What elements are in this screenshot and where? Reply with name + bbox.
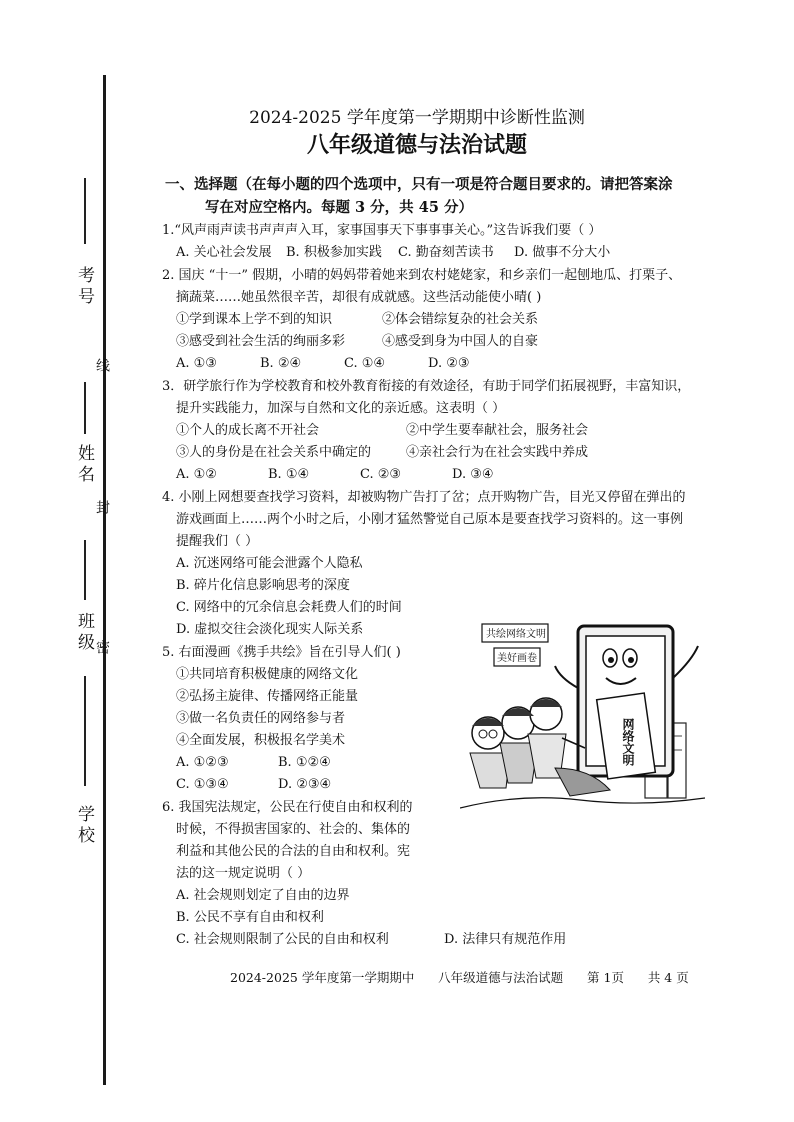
q4-option-b[interactable]: B. 碎片化信息影响思考的深度 (176, 578, 350, 593)
q5-option-c[interactable]: C. ①③④ (176, 777, 229, 792)
q6-stem-3: 利益和其他公民的合法的自由和权利。宪 (176, 844, 411, 859)
cartoon-label-2: 美好画卷 (497, 653, 537, 664)
q4-option-a[interactable]: A. 沉迷网络可能会泄露个人隐私 (176, 556, 363, 571)
question-area (162, 173, 737, 951)
q1-option-b[interactable]: B. 积极参加实践 (286, 245, 382, 260)
q3-option-a[interactable]: A. ①② (176, 467, 217, 482)
section-line-2: 写在对应空格内。每题 3 分，共 45 分） (205, 199, 473, 216)
q3-item-2: ②中学生要奉献社会，服务社会 (406, 423, 589, 438)
q6-stem-4: 法的这一规定说明（ ） (176, 866, 311, 881)
q5-option-a[interactable]: A. ①②③ (176, 755, 229, 770)
footer-exam: 2024-2025 学年度第一学期期中 (230, 970, 415, 985)
binding-line (103, 75, 106, 1085)
q3-option-b[interactable]: B. ①④ (268, 467, 310, 482)
q3-options (162, 464, 737, 486)
q2-stem-cont: 摘蔬菜……她虽然很辛苦，却很有成就感。这些活动能使小晴( ) (176, 290, 542, 305)
q2-item-2: ②体会错综复杂的社会关系 (382, 312, 539, 327)
question-2 (162, 265, 737, 375)
q3-option-d[interactable]: D. ③④ (452, 467, 494, 482)
q1-option-a[interactable]: A. 关心社会发展 (176, 245, 272, 260)
q4-option-d[interactable]: D. 虚拟交往会淡化现实人际关系 (176, 622, 364, 637)
q2-options (162, 353, 737, 375)
q5-item-1: ①共同培育积极健康的网络文化 (176, 667, 359, 682)
section-heading (162, 173, 737, 219)
q2-option-b[interactable]: B. ②④ (260, 356, 302, 371)
question-1 (162, 220, 737, 264)
q3-item-3: ③人的身份是在社会关系中确定的 (176, 445, 372, 460)
exam-subtitle: 八年级道德与法治试题 (306, 132, 527, 158)
question-3 (162, 376, 737, 486)
q2-item-3: ③感受到社会生活的绚丽多彩 (176, 334, 346, 349)
q3-stem: 3．研学旅行作为学校教育和校外教育衔接的有效途径，有助于同学们拓展视野，丰富知识， (162, 379, 691, 394)
question-6 (162, 797, 737, 951)
q3-option-c[interactable]: C. ②③ (360, 467, 402, 482)
class-blank (84, 540, 86, 600)
seal-mark-line: 线 (94, 358, 110, 372)
q6-stem-1: 6. 我国宪法规定，公民在行使自由和权利的 (162, 800, 413, 815)
q5-option-d[interactable]: D. ②③④ (278, 777, 332, 792)
q3-items-row1 (162, 420, 737, 442)
q5-item-3: ③做一名负责任的网络参与者 (176, 711, 346, 726)
seal-mark-seal: 封 (94, 500, 110, 514)
class-label: 班级 (74, 612, 94, 654)
footer-subject: 八年级道德与法治试题 (438, 970, 564, 985)
q6-option-a[interactable]: A. 社会规则划定了自由的边界 (176, 888, 350, 903)
school-label: 学校 (74, 805, 94, 847)
q3-item-4: ④亲社会行为在社会实践中养成 (406, 445, 589, 460)
q4-stem-cont-1: 游戏画面上……两个小时之后，小刚才猛然警觉自己原本是要查找学习资料的。这一事例 (176, 512, 684, 527)
q2-stem: 2. 国庆 “十一” 假期，小晴的妈妈带着她来到农村姥姥家，和乡亲们一起刨地瓜、打栗子、 (162, 268, 682, 283)
q2-option-c[interactable]: C. ①④ (344, 356, 386, 371)
q3-items-row2 (162, 442, 737, 464)
school-blank (84, 676, 86, 786)
q6-stem-2: 时候，不得损害国家的、社会的、集体的 (176, 822, 411, 837)
q3-stem-cont: 提升实践能力，加深与自然和文化的亲近感。这表明（ ） (176, 401, 506, 416)
exam-no-blank (84, 178, 86, 244)
q1-stem: 1.“风声雨声读书声声声入耳，家事国事天下事事事关心。”这告诉我们要（ ） (162, 223, 602, 238)
section-line-1: 一、选择题（在每小题的四个选项中，只有一项是符合题目要求的。请把答案涂 (165, 176, 673, 193)
scroll-text: 网络文明 (621, 718, 635, 766)
seal-mark-close: 密 (94, 640, 110, 654)
q1-option-c[interactable]: C. 勤奋刻苦读书 (398, 245, 494, 260)
q4-option-c[interactable]: C. 网络中的冗余信息会耗费人们的时间 (176, 600, 402, 615)
q5-item-4: ④全面发展，积极报名学美术 (176, 733, 346, 748)
q2-item-1: ①学到课本上学不到的知识 (176, 312, 333, 327)
q1-option-d[interactable]: D. 做事不分大小 (514, 245, 611, 260)
q2-items-row1 (162, 309, 737, 331)
q2-option-d[interactable]: D. ②③ (428, 356, 470, 371)
footer-page: 第 1页 (587, 970, 624, 985)
exam-no-label: 考号 (74, 266, 94, 308)
exam-title: 2024-2025 学年度第一学期期中诊断性监测 (249, 108, 585, 128)
q6-options-row (162, 929, 737, 951)
cartoon-label-1: 共绘网络文明 (486, 629, 546, 640)
q5-item-2: ②弘扬主旋律、传播网络正能量 (176, 689, 359, 704)
q1-options (162, 242, 737, 264)
q2-option-a[interactable]: A. ①③ (176, 356, 217, 371)
q6-option-b[interactable]: B. 公民不享有自由和权利 (176, 910, 324, 925)
q4-stem-cont-2: 提醒我们（ ） (176, 534, 259, 549)
cartoon-illustration (460, 618, 705, 818)
q6-option-d[interactable]: D. 法律只有规范作用 (444, 932, 567, 947)
name-label: 姓名 (74, 444, 94, 486)
name-blank (84, 382, 86, 434)
page-footer (230, 968, 689, 986)
q3-item-1: ①个人的成长离不开社会 (176, 423, 320, 438)
footer-total: 共 4 页 (647, 970, 689, 985)
q2-items-row2 (162, 331, 737, 353)
q5-option-b[interactable]: B. ①②④ (278, 755, 331, 770)
q5-stem: 5. 右面漫画《携手共绘》旨在引导人们( ) (162, 645, 401, 660)
q2-item-4: ④感受到身为中国人的自豪 (382, 334, 539, 349)
q4-stem: 4. 小刚上网想要查找学习资料，却被购物广告打了岔；点开购物广告，目光又停留在弹出的 (162, 490, 686, 505)
q6-option-c[interactable]: C. 社会规则限制了公民的自由和权利 (176, 932, 389, 947)
